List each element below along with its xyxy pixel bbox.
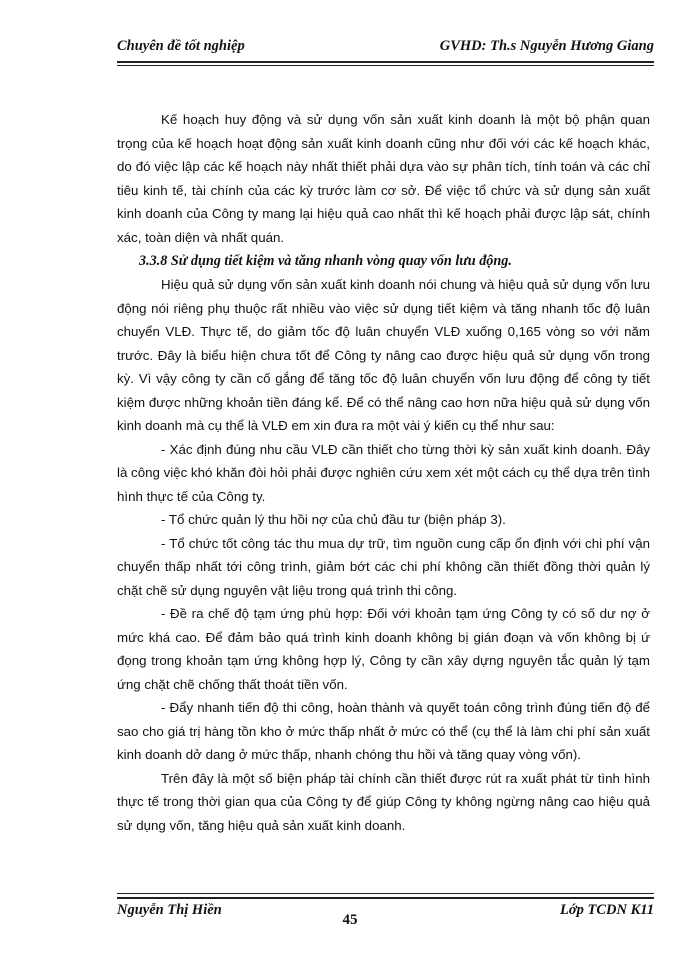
header-rule: [117, 61, 654, 63]
page-number: 45: [342, 912, 358, 928]
paragraph-2: Hiệu quả sử dụng vốn sản xuất kinh doanh nói chung và hiệu quả sử dụng vốn lưu động nói riêng phụ thuộc rất nhiều vào việc sử dụng tiết kiệm và tăng nhanh tốc độ luân chuyển VLĐ. Thực tế, do giảm tốc độ luân chuyển VLĐ xuống 0,165 vòng so với năm trước. Đây là biểu hiện chưa tốt để Công ty nâng cao được hiệu quả sử dụng vốn trong kỳ. Vì vậy công ty cần cố gắng để tăng tốc độ luân chuyển vốn lưu động để công ty tiết kiệm được những khoản tiền đáng kể. Để có thể nâng cao hơn nữa hiệu quả sử dụng vốn kinh doanh mà cụ thể là VLĐ em xin đưa ra một vài ý kiến cụ thể như sau:: [117, 277, 650, 433]
paragraph-1: Kế hoạch huy động và sử dụng vốn sản xuất kinh doanh là một bộ phận quan trọng của kế hoạch hoạt động sản xuất kinh doanh cũng như đối với các kế hoạch khác, do đó việc lập các kế hoạch này nhất thiết phải dựa vào sự phân tích, tính toán và các chỉ tiêu kinh tế, tài chính của các kỳ trước làm cơ sở. Để việc tổ chức và sử dụng sản xuất kinh doanh của Công ty mang lại hiệu quả cao nhất thì kế hoạch phải được lập sát, chính xác, toàn diện và nhất quán.: [117, 112, 650, 245]
document-body: [117, 108, 650, 837]
section-heading: 3.3.8 Sử dụng tiết kiệm và tăng nhanh vòng quay vốn lưu động.: [139, 253, 512, 269]
footer-class: Lớp TCDN K11: [560, 902, 654, 918]
bullet-4: - Đề ra chế độ tạm ứng phù hợp: Đối với khoản tạm ứng Công ty có số dư nợ ở mức khá cao. Để đảm bảo quá trình kinh doanh không bị gián đoạn và vốn không bị ứ đọng trong khoản tạm ứng không hợp lý, Công ty cần xây dựng nguyên tắc quản lý tạm ứng chặt chẽ chống thất thoát tiền vốn.: [117, 606, 650, 692]
footer-rule: [117, 897, 654, 899]
bullet-3: - Tổ chức tốt công tác thu mua dự trữ, tìm nguồn cung cấp ổn định với chi phí vận chuyển thấp nhất tới công trình, giảm bớt các chi phí không cần thiết đồng thời quản lý chặt chẽ sử dụng nguyên vật liệu trong quá trình thi công.: [117, 535, 650, 598]
header-rule-thin: [117, 65, 654, 66]
header-advisor: GVHD: Th.s Nguyễn Hương Giang: [439, 38, 654, 54]
footer-author: Nguyễn Thị Hiền: [117, 902, 222, 918]
bullet-1: - Xác định đúng nhu cầu VLĐ cần thiết cho từng thời kỳ sản xuất kinh doanh. Đây là công việc khó khăn đòi hỏi phải được nghiên cứu xem xét một cách cụ thể dựa trên tình hình thực tế của Công ty.: [117, 441, 650, 504]
page-header: [117, 38, 654, 60]
footer-rule-thin: [117, 893, 654, 894]
paragraph-conclusion: Trên đây là một số biện pháp tài chính cần thiết được rút ra xuất phát từ tình hình thực tế trong thời gian qua của Công ty để giúp Công ty không ngừng nâng cao hiệu quả sử dụng vốn, tăng hiệu quả sản xuất kinh doanh.: [117, 770, 650, 833]
bullet-5: - Đẩy nhanh tiến độ thi công, hoàn thành và quyết toán công trình đúng tiến độ để sao cho giá trị hàng tồn kho ở mức thấp nhất ở mức có thể (cụ thể là làm chi phí sản xuất kinh doanh dở dang ở mức thấp, nhanh chóng thu hồi và tăng quay vòng vốn).: [117, 700, 650, 762]
header-title: Chuyên đề tốt nghiệp: [117, 38, 245, 54]
bullet-2: - Tổ chức quản lý thu hồi nợ của chủ đầu tư (biện pháp 3).: [161, 512, 506, 527]
